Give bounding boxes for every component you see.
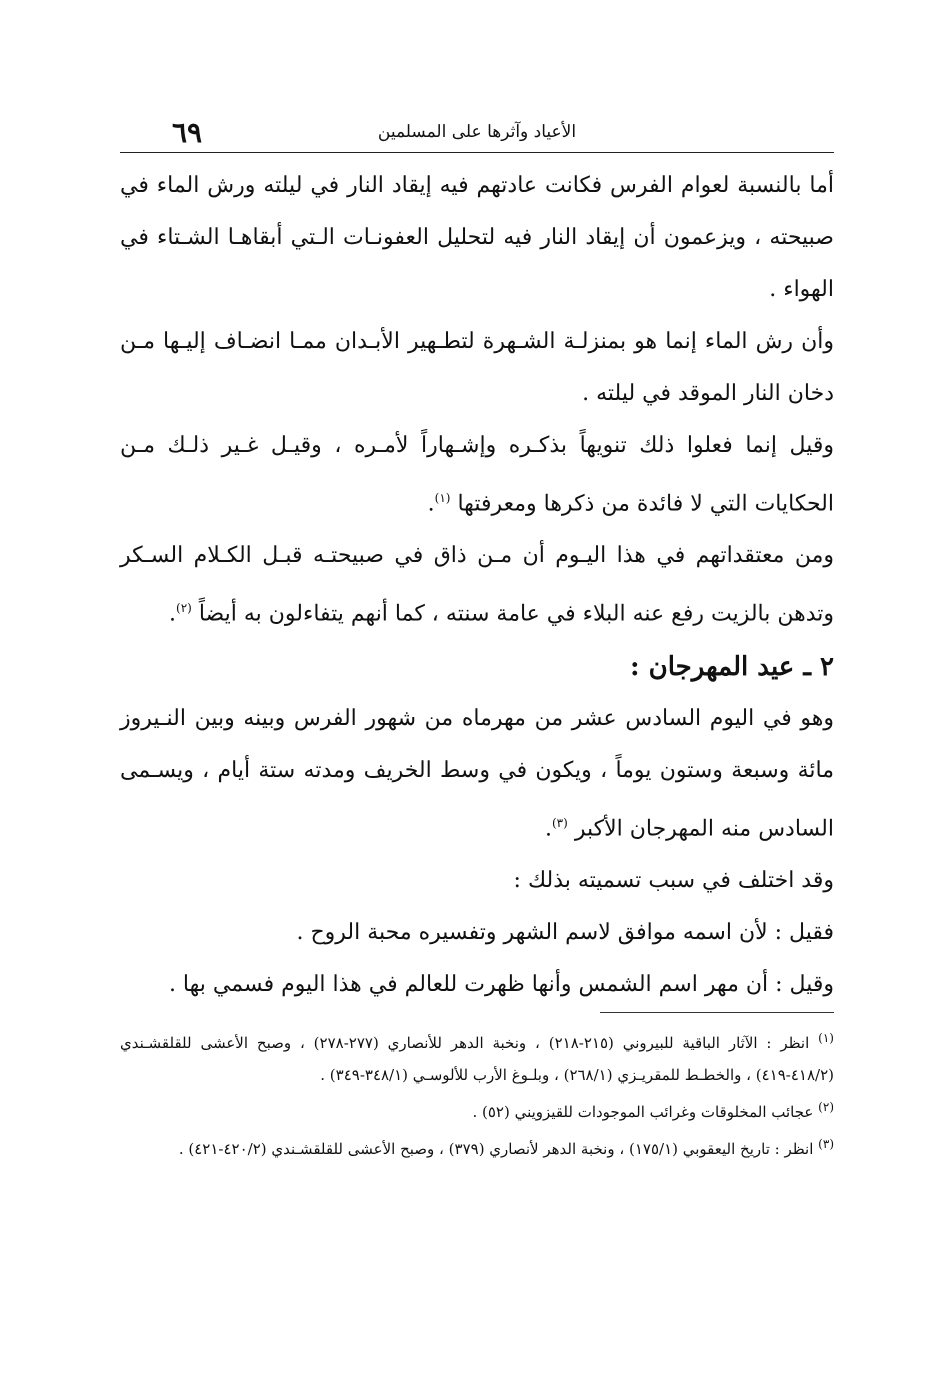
footnote-rule xyxy=(600,1012,834,1013)
paragraph-2: وأن رش الماء إنما هو بمنزلـة الشـهرة لتطـهير الأبـدان ممـا انضـاف إليـها مـن دخان النار الموقد في ليلته . xyxy=(120,329,834,406)
page-header xyxy=(120,108,834,148)
paragraph-5 xyxy=(120,693,834,855)
paragraph-8: وقيل : أن مهر اسم الشمس وأنها ظهرت للعالم في هذا اليوم فسمي بها . xyxy=(168,971,834,997)
paragraph-6: وقد اختلف في سبب تسميته بذلك : xyxy=(513,867,834,893)
footnote-2 xyxy=(120,1091,834,1128)
paragraph-5-end: . xyxy=(544,815,552,841)
footnote-ref-1: (١) xyxy=(434,491,451,505)
footnote-1-marker: (١) xyxy=(818,1031,834,1045)
section-heading: ٢ ـ عيد المهرجان : xyxy=(630,651,834,682)
footnote-3 xyxy=(120,1128,834,1165)
footnote-2-text: عجائب المخلوقات وغرائب الموجودات للقيزويني (٥٢) . xyxy=(472,1103,814,1121)
footnote-1-text: انظر : الآثار الباقية للبيروني (٢١٥-٢١٨) ، ونخبة الدهر للأنصاري (٢٧٧-٢٧٨) ، وصبح الأعشى للقلقشـندي (٤١٨/٢-٤١٩) ، والخطـط للمقريـزي (٢٦٨/١) ، وبلـوغ الأرب للألوسـي (٣٤٨/١-٣٤٩) . xyxy=(120,1034,834,1084)
paragraph-4 xyxy=(120,530,834,640)
paragraph-4-text: ومن معتقداتهم في هذا اليـوم أن مـن ذاق في صبيحتـه قبـل الكـلام السـكر وتدهن بالزيت رفع عنه البلاء في عامة سنته ، كما أنهم يتفاءلون به أيضاً xyxy=(120,543,834,627)
header-rule xyxy=(120,152,834,153)
body-text xyxy=(120,160,834,1011)
footnote-2-marker: (٢) xyxy=(818,1100,834,1114)
running-title: الأعياد وآثرها على المسلمين xyxy=(377,122,577,142)
page-number: ٦٩ xyxy=(172,116,203,149)
paragraph-1: أما بالنسبة لعوام الفرس فكانت عادتهم فيه إيقاد النار في ليلته ورش الماء في صبيحته ، ويزعمون أن إيقاد النار فيه لتحليل العفونـات الـتي أبقاهـا الشـتاء في الهواء . xyxy=(120,173,834,302)
footnote-ref-3: (٣) xyxy=(551,815,568,830)
paragraph-3-text: وقيل إنما فعلوا ذلك تنويهاً بذكـره وإشـهاراً لأمـره ، وقيـل غـير ذلـك مـن الحكايات التي لا فائدة من ذكرها ومعرفتها xyxy=(120,433,834,517)
footnote-3-marker: (٣) xyxy=(818,1137,834,1151)
paragraph-7: فقيل : لأن اسمه موافق لاسم الشهر وتفسيره محبة الروح . xyxy=(296,919,834,945)
footnote-3-text: انظر : تاريخ اليعقوبي (١٧٥/١) ، ونخبة الدهر لأنصاري (٣٧٩) ، وصبح الأعشى للقلقشـندي (٤٢٠/٢-٤٢١) . xyxy=(178,1140,814,1158)
paragraph-3 xyxy=(120,420,834,530)
paragraph-5-text: وهو في اليوم السادس عشر من مهرماه من شهور الفرس وبينه وبين النـيروز مائة وسبعة وستون يوماً ، ويكون في وسط الخريف ومدته ستة أيام ، ويسـمى السادس منه المهرجان الأكبر xyxy=(120,705,834,841)
footnote-1 xyxy=(120,1022,834,1091)
footnotes xyxy=(120,1022,834,1165)
paragraph-4-end: . xyxy=(169,601,176,627)
footnote-ref-2: (٢) xyxy=(176,601,192,616)
paragraph-3-end: . xyxy=(427,491,435,517)
